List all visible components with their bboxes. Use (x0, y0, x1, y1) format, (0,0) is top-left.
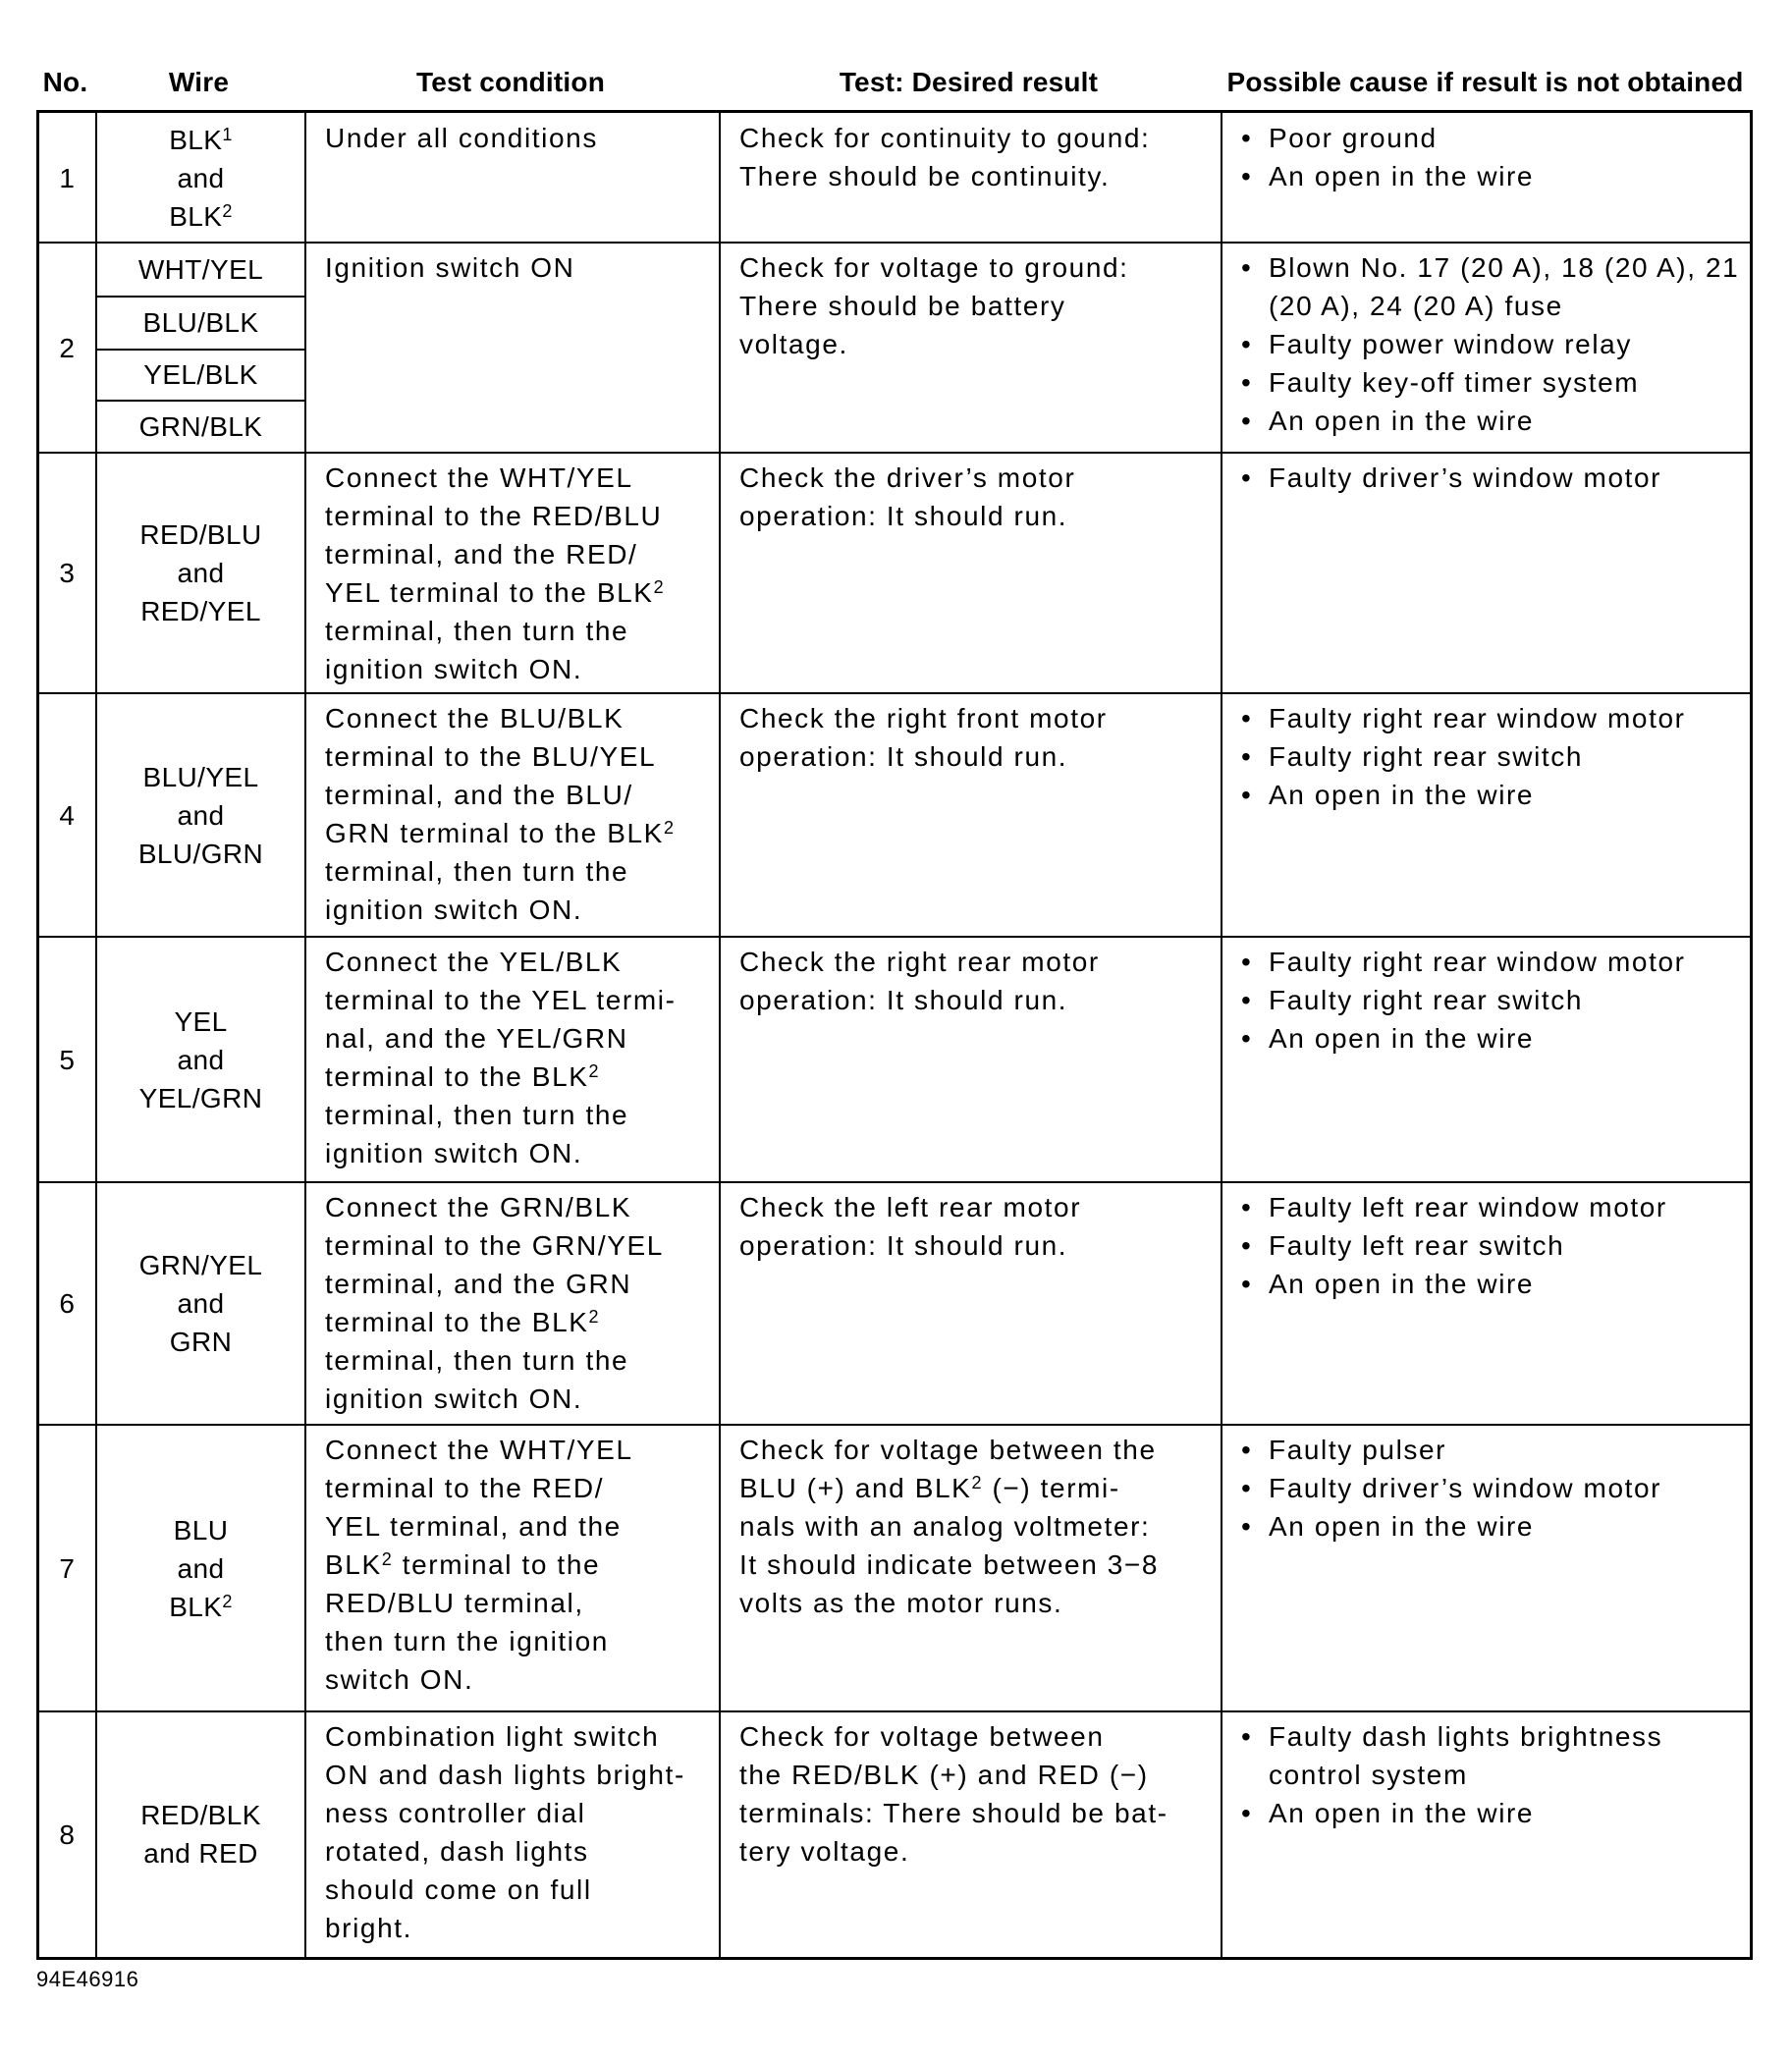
row-number: 2 (59, 332, 77, 363)
wire-label: GRN/YEL (138, 1250, 263, 1280)
wire-color: GRN/BLK (138, 410, 263, 442)
possible-causes (1222, 693, 1750, 937)
wire-label: GRN (169, 1327, 233, 1357)
possible-causes (1222, 1182, 1750, 1425)
cause-item: • Poor ground (1237, 119, 1744, 157)
wire-color: BLU/BLK (142, 307, 259, 338)
wire-label: RED/BLK (140, 1800, 261, 1830)
figure-id: 94E46916 (36, 1967, 139, 1991)
cause-item: • Faulty driver’s window motor (1237, 1469, 1744, 1507)
desired-result: Check the left rear motor operation: It should run. (739, 1192, 1082, 1261)
cause-item: • An open in the wire (1237, 1265, 1744, 1303)
wire-label: and (177, 799, 225, 831)
wire-label: and (177, 558, 225, 588)
wire-cell (96, 693, 305, 937)
desired-result: Check the right rear motor operation: It should run. (739, 947, 1100, 1015)
wire-label: and (177, 1044, 225, 1075)
wire-label: RED/BLU (139, 519, 262, 550)
test-condition: Connect the YEL/BLK terminal to the YEL termi- nal, and the YEL/GRN terminal to the BLK$^2$ terminal, then turn the ignition switch ON. (325, 947, 677, 1168)
cause-item: • An open in the wire (1237, 1019, 1744, 1058)
header-desired-result: Test: Desired result (839, 67, 1099, 97)
test-condition: Connect the BLU/BLK terminal to the BLU/YEL terminal, and the BLU/ GRN terminal to the BLK$^2$ terminal, then turn the ignition switch ON. (325, 703, 676, 925)
cause-item: • Faulty key-off timer system (1237, 363, 1744, 402)
cause-list (1237, 1188, 1744, 1303)
header-test-condition: Test condition (415, 67, 606, 97)
possible-causes (1222, 937, 1750, 1182)
test-condition: Ignition switch ON (325, 252, 575, 283)
wire-label: and RED (143, 1838, 258, 1869)
cause-list (1237, 943, 1744, 1058)
wire-label: BLU/YEL (142, 761, 259, 792)
wire-color: YEL/BLK (143, 359, 258, 390)
cause-item: • Faulty right rear window motor (1237, 699, 1744, 737)
wire-cell (96, 1711, 305, 1957)
test-condition: Under all conditions (325, 123, 598, 153)
possible-causes (1222, 1711, 1750, 1957)
wire-label: and (177, 1552, 225, 1584)
wire-cell (96, 453, 305, 693)
cause-item: • Blown No. 17 (20 A), 18 (20 A), 21 (20 A), 24 (20 A) fuse (1237, 248, 1744, 325)
cause-item: • An open in the wire (1237, 776, 1744, 814)
header-possible-cause: Possible cause if result is not obtained (1226, 67, 1744, 97)
row-number: 6 (59, 1288, 77, 1319)
header-no: No. (42, 67, 88, 97)
cause-item: • Faulty right rear window motor (1237, 943, 1744, 981)
desired-result: Check for voltage between the RED/BLK (+) and RED (−) terminals: There should be bat- tery voltage. (739, 1721, 1168, 1867)
wire-label: BLK$^1$ (169, 124, 233, 155)
cause-item: • An open in the wire (1237, 1507, 1744, 1546)
wire-label: BLU (173, 1514, 229, 1546)
possible-causes (1222, 1425, 1750, 1711)
test-condition: Connect the WHT/YEL terminal to the RED/BLU terminal, and the RED/ YEL terminal to the BLK$^2$ terminal, then turn the ignition switch ON. (325, 462, 666, 684)
wire-cell (96, 113, 305, 243)
cause-item: • Faulty power window relay (1237, 325, 1744, 363)
wire-cell (96, 937, 305, 1182)
header-wire: Wire (168, 67, 230, 97)
cause-list (1237, 1717, 1744, 1832)
row-number: 7 (59, 1552, 77, 1584)
cause-item: • Faulty left rear window motor (1237, 1188, 1744, 1226)
wire-cell (96, 1182, 305, 1425)
test-condition: Connect the WHT/YEL terminal to the RED/ YEL terminal, and the BLK$^2$ terminal to the RED/BLU terminal, then turn the ignition switch ON. (325, 1435, 633, 1695)
wire-label: and (177, 162, 225, 193)
cause-list (1237, 1431, 1744, 1546)
desired-result: Check for voltage to ground: There should be battery voltage. (739, 252, 1129, 359)
test-condition: Connect the GRN/BLK terminal to the GRN/YEL terminal, and the GRN terminal to the BLK$^2$ terminal, then turn the ignition switch ON. (325, 1192, 664, 1414)
wire-label: YEL/GRN (138, 1082, 263, 1113)
row-number: 4 (59, 799, 77, 831)
possible-causes (1222, 113, 1750, 243)
wire-color: WHT/YEL (137, 253, 264, 285)
cause-list (1237, 459, 1744, 497)
desired-result: Check for voltage between the BLU (+) and BLK$^2$ (−) termi- nals with an analog voltmeter: It should indicate between 3−8 volts as the motor runs. (739, 1435, 1160, 1618)
cause-list (1237, 119, 1744, 195)
wire-label: YEL (174, 1005, 228, 1037)
wire-label: BLK$^2$ (169, 1591, 233, 1622)
possible-causes (1222, 453, 1750, 693)
cause-item: • An open in the wire (1237, 402, 1744, 440)
cause-item: • Faulty right rear switch (1237, 981, 1744, 1019)
desired-result: Check the driver’s motor operation: It should run. (739, 462, 1076, 531)
cause-item: • Faulty left rear switch (1237, 1226, 1744, 1265)
wire-label: BLU/GRN (137, 838, 264, 869)
desired-result: Check for continuity to gound: There should be continuity. (739, 123, 1151, 191)
wire-label: RED/YEL (140, 596, 261, 626)
cause-list (1237, 699, 1744, 814)
cause-item: • An open in the wire (1237, 1794, 1744, 1832)
row-number: 8 (59, 1818, 77, 1850)
wire-label: BLK$^2$ (169, 200, 233, 232)
cause-item: • Faulty right rear switch (1237, 737, 1744, 776)
cause-item: • Faulty driver’s window motor (1237, 459, 1744, 497)
cause-item: • Faulty dash lights brightness control system (1237, 1717, 1744, 1794)
cause-item: • Faulty pulser (1237, 1431, 1744, 1469)
wire-label: and (177, 1288, 225, 1319)
troubleshooting-table (36, 110, 1753, 1960)
cause-item: • An open in the wire (1237, 157, 1744, 195)
row-number: 3 (59, 558, 77, 588)
test-condition: Combination light switch ON and dash lights bright- ness controller dial rotated, dash lights should come on full bright. (325, 1721, 685, 1943)
wire-cell (96, 1425, 305, 1711)
row-number: 1 (59, 162, 77, 193)
desired-result: Check the right front motor operation: It should run. (739, 703, 1108, 772)
row-number: 5 (59, 1044, 77, 1075)
possible-causes (1222, 243, 1750, 453)
cause-list (1237, 248, 1744, 440)
